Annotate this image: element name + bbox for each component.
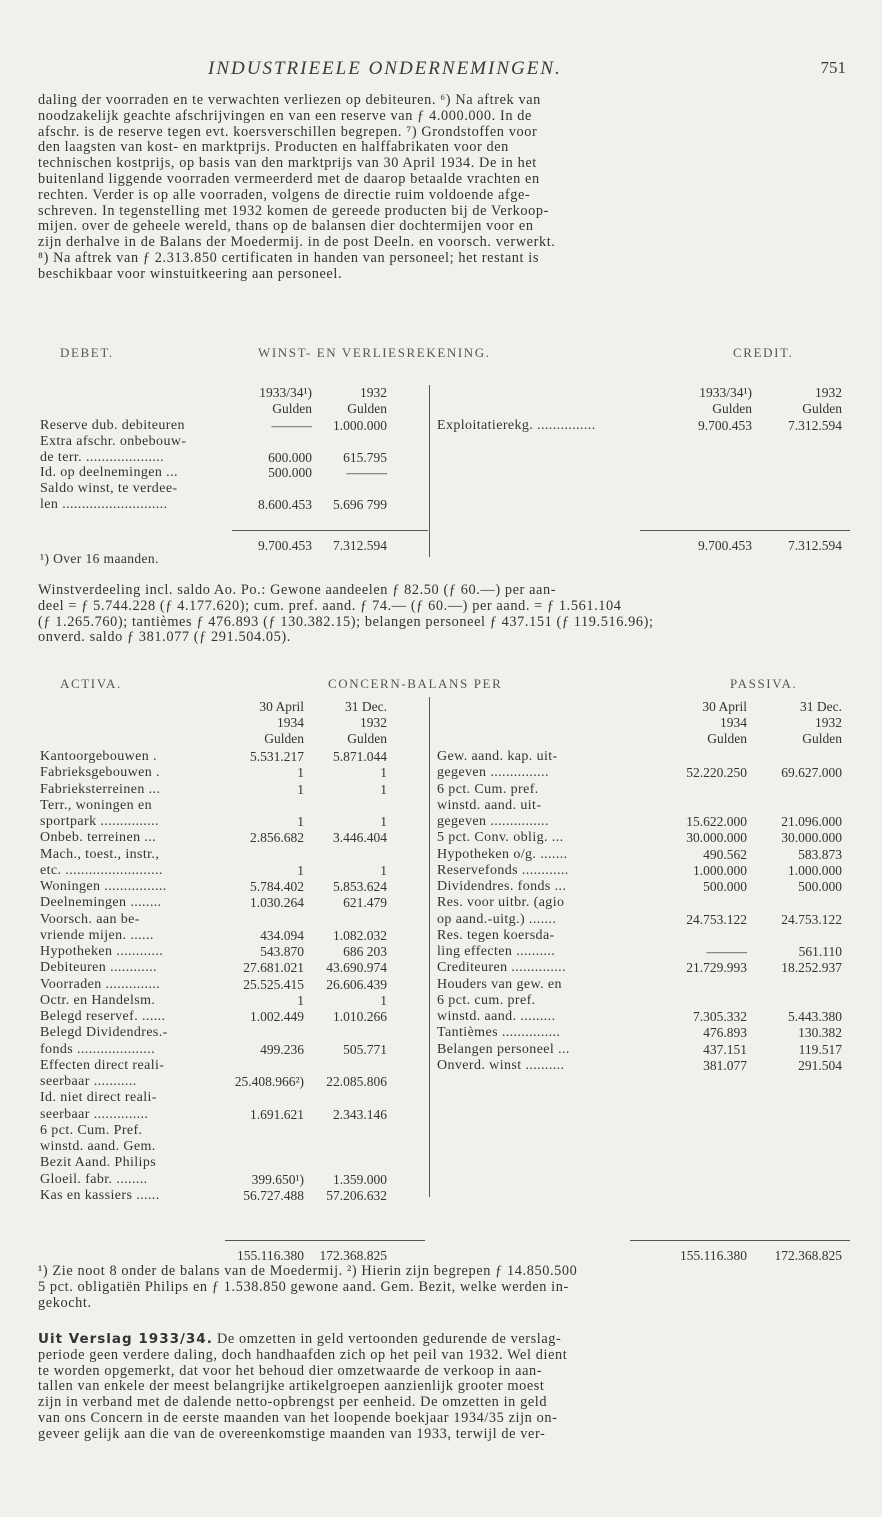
balans-right-total-rule — [630, 1240, 850, 1241]
balans-left-row-value-1: 434.094 — [260, 927, 304, 943]
profit-distribution-line: (ƒ 1.265.760); tantièmes ƒ 476.893 (ƒ 130.382.15); belangen personeel ƒ 437.151 (ƒ 119.516.96); — [38, 613, 654, 630]
balans-right-row-value-2: 130.382 — [798, 1025, 842, 1041]
balans-right-row-value-2: 1.000.000 — [788, 862, 842, 878]
running-header — [0, 58, 882, 82]
verslag-heading: Uit Verslag 1933/34. — [38, 1331, 213, 1347]
balans-right-row-value-2: 500.000 — [798, 879, 842, 894]
wv-title: WINST- EN VERLIESREKENING. — [258, 345, 491, 360]
balans-left-row-value-2: 5.853.624 — [333, 879, 387, 894]
wv-left-row-value-2: 5.696 799 — [333, 497, 387, 512]
verslag-line: De omzetten in geld vertoonden gedurende de verslag- — [212, 1331, 562, 1347]
balans-right-total-col2: 172.368.825 — [774, 1248, 842, 1263]
balans-column-head: 1934 — [720, 715, 747, 730]
intro-line: technischen kostprijs, op basis van den marktprijs van 30 April 1934. De in het — [38, 155, 537, 172]
balans-right-row-value-1: 476.893 — [703, 1025, 747, 1041]
balans-left-row-label: Fabrieksterreinen ... — [40, 781, 161, 797]
wv-right-total-col2: 7.312.594 — [788, 538, 842, 553]
balans-left-row-value-1: 1 — [297, 814, 304, 829]
wv-left-row-value-1: 600.000 — [268, 449, 312, 465]
balans-left-row-value-2: 1.010.266 — [333, 1009, 387, 1024]
wv-center-rule — [429, 385, 430, 557]
intro-line: ⁸) Na aftrek van ƒ 2.313.850 certificaten in handen van personeel; het restant is — [38, 249, 539, 266]
balans-left-total-col2: 172.368.825 — [319, 1248, 387, 1263]
wv-left-col2-unit: Gulden — [347, 401, 387, 416]
balans-right-row-label: Houders van gew. en — [437, 976, 562, 992]
balans-left-row-value-1: 25.408.966²) — [234, 1074, 304, 1089]
balans-left-row-label: seerbaar ........... — [40, 1074, 137, 1089]
balans-right-row-value-2: 69.627.000 — [781, 765, 842, 781]
balans-column-head: 1932 — [815, 715, 842, 730]
wv-right-row-value-2: 7.312.594 — [788, 418, 842, 433]
balans-left-row-value-1: 5.531.217 — [250, 749, 304, 764]
intro-line: daling der voorraden en te verwachten verliezen op debiteuren. ⁶) Na aftrek van — [38, 92, 541, 108]
balans-left-row-label: fonds .................... — [40, 1041, 156, 1057]
balans-left-row-value-1: 1 — [297, 765, 304, 781]
intro-line: beschikbaar voor winstuitkeering aan personeel. — [38, 265, 343, 282]
balans-left-row-value-2: 1 — [380, 862, 387, 878]
wv-right-col1-year: 1933/34¹) — [699, 385, 752, 400]
running-title: INDUSTRIEELE ONDERNEMINGEN. — [208, 58, 562, 79]
verslag-line: tallen van enkele der meest belangrijke artikelgroepen aanzienlijk grooter moest — [38, 1378, 545, 1395]
balans-left-row-label: Id. niet direct reali- — [40, 1090, 157, 1106]
balans-left-row-label: Hypotheken ............ — [40, 944, 164, 959]
verslag-line: zijn in verband met de dalende netto-opbrengst per eenheid. De omzetten in geld — [38, 1394, 548, 1411]
balans-right-row-value-1: 30.000.000 — [686, 830, 747, 846]
wv-right-row-label: Exploitatierekg. ............... — [437, 418, 596, 433]
balans-right-row-value-1: 490.562 — [703, 846, 747, 862]
balans-left-row-label: Voorraden .............. — [40, 976, 161, 992]
balans-footnote — [38, 1264, 850, 1311]
balans-left-row-label: Belegd reservef. ...... — [40, 1009, 166, 1024]
balans-left-row-value-2: 57.206.632 — [326, 1187, 387, 1203]
wv-left-col2-year: 1932 — [360, 385, 387, 400]
wv-left-row-label: Extra afschr. onbebouw- — [40, 433, 187, 449]
wv-left-row-value-1: 500.000 — [268, 465, 312, 481]
intro-line: schreven. In tegenstelling met 1932 komen de gereede producten bij de Verkoop- — [38, 202, 550, 219]
balans-left-row-label: Fabrieksgebouwen . — [40, 765, 160, 781]
balans-left-row-label: Deelnemingen ........ — [40, 895, 162, 911]
balans-right-row-label: Onverd. winst .......... — [437, 1057, 565, 1073]
wv-left-row-value-2: 1.000.000 — [333, 418, 387, 433]
wv-right-col1-unit: Gulden — [712, 401, 752, 416]
balans-right-row-label: 6 pct. cum. pref. — [437, 992, 536, 1008]
intro-line: den laagsten van kost- en marktprijs. Producten en halffabrikaten voor den — [38, 139, 509, 156]
balans-left-row-value-2: 621.479 — [343, 895, 387, 911]
balans-left-row-value-2: 1 — [380, 781, 387, 797]
balans-footnote-line: gekocht. — [38, 1294, 92, 1311]
balans-left-row-value-1: 1.002.449 — [250, 1009, 304, 1024]
balans-left-row-label: seerbaar .............. — [40, 1106, 149, 1122]
balans-left-row-value-2: 2.343.146 — [333, 1106, 387, 1122]
balans-title: CONCERN-BALANS PER — [328, 676, 503, 691]
balans-right-row-label: Hypotheken o/g. ....... — [437, 846, 568, 862]
balans-column-head: Gulden — [264, 731, 304, 746]
balans-left-row-value-2: 1.082.032 — [333, 927, 387, 943]
balans-right-row-value-2: 583.873 — [798, 846, 842, 862]
wv-left-row-label: de terr. .................... — [40, 449, 164, 465]
verslag-paragraph — [38, 1332, 850, 1443]
balans-left-row-value-1: 1 — [297, 781, 304, 797]
balans-right-row-value-1: ——— — [706, 944, 747, 959]
balans-right-row-label: ling effecten .......... — [437, 944, 556, 959]
balans-left-row-value-1: 2.856.682 — [250, 830, 304, 846]
balans-right-row-value-1: 15.622.000 — [686, 814, 747, 829]
balans-left-row-value-1: 1.030.264 — [250, 895, 304, 911]
balans-left-row-value-2: 686 203 — [343, 944, 387, 959]
balans-right-row-label: gegeven ............... — [437, 814, 549, 829]
balans-left-row-value-2: 5.871.044 — [333, 749, 387, 764]
balans-left-row-label: etc. ......................... — [40, 862, 163, 878]
wv-left-col1-year: 1933/34¹) — [259, 385, 312, 400]
balans-right-row-value-2: 291.504 — [798, 1057, 842, 1073]
balans-left-row-value-2: 505.771 — [343, 1041, 387, 1057]
balans-left-row-value-2: 26.606.439 — [326, 976, 387, 992]
balans-right-row-value-1: 381.077 — [703, 1057, 747, 1073]
balans-left-row-label: Gloeil. fabr. ........ — [40, 1171, 148, 1187]
balans-right-row-label: op aand.-uitg.) ....... — [437, 911, 557, 927]
wv-left-total-rule — [232, 530, 428, 531]
balans-left-row-value-2: 22.085.806 — [326, 1074, 387, 1089]
balans-left-row-label: Terr., woningen en — [40, 797, 152, 813]
wv-credit-label: CREDIT. — [733, 345, 794, 360]
balans-column-head: Gulden — [802, 731, 842, 746]
wv-left-row-value-1: ——— — [271, 418, 312, 433]
wv-left-row-value-1: 8.600.453 — [258, 497, 312, 512]
balans-left-row-label: vriende mijen. ...... — [40, 927, 154, 943]
balans-left-row-label: winstd. aand. Gem. — [40, 1139, 156, 1154]
intro-line: zijn derhalve in de Balans der Moedermij. in de post Deeln. en voorsch. verwerkt. — [38, 234, 556, 251]
balans-right-total-col1: 155.116.380 — [680, 1248, 747, 1263]
balans-column-head: 31 Dec. — [345, 699, 387, 714]
balans-left-row-value-1: 27.681.021 — [243, 960, 304, 976]
page-number: 751 — [820, 58, 846, 77]
balans-left-row-label: Mach., toest., instr., — [40, 846, 160, 862]
balans-left-row-value-1: 56.727.488 — [243, 1187, 304, 1203]
balans-left-row-value-1: 399.650¹) — [251, 1171, 304, 1187]
balans-left-row-value-1: 25.525.415 — [243, 976, 304, 992]
balans-right-row-value-1: 21.729.993 — [686, 960, 747, 976]
balans-left-row-label: Bezit Aand. Philips — [40, 1155, 157, 1171]
balans-right-row-value-2: 24.753.122 — [781, 911, 842, 927]
balans-left-row-label: Woningen ................ — [40, 879, 167, 894]
balans-right-row-value-1: 437.151 — [703, 1041, 747, 1057]
wv-footnote: ¹) Over 16 maanden. — [40, 551, 159, 566]
balans-left-row-label: sportpark ............... — [40, 814, 159, 829]
wv-left-row-value-2: ——— — [346, 465, 387, 481]
balans-left-row-label: Kas en kassiers ...... — [40, 1187, 160, 1203]
balans-column-head: 30 April — [259, 699, 304, 714]
intro-line: buitenland liggende voorraden vermeerderd met de daarop betaalde vrachten en — [38, 170, 540, 187]
balans-left-row-label: Onbeb. terreinen ... — [40, 830, 157, 846]
profit-distribution-line: onverd. saldo ƒ 381.077 (ƒ 291.504.05). — [38, 629, 291, 646]
balans-right-row-label: Tantièmes ............... — [437, 1025, 561, 1041]
balans-left-row-value-1: 1 — [297, 992, 304, 1008]
balans-right-row-label: winstd. aand. ......... — [437, 1009, 556, 1024]
balans-right-row-label: Dividendres. fonds ... — [437, 879, 567, 894]
balans-right-row-value-1: 7.305.332 — [693, 1009, 747, 1024]
wv-right-col2-year: 1932 — [815, 385, 842, 400]
intro-line: mijen. over de geheele wereld, thans op de balansen dier dochtermijen voor en — [38, 218, 534, 235]
balans-left-row-label: Debiteuren ............ — [40, 960, 157, 976]
wv-left-row-value-2: 615.795 — [343, 449, 387, 465]
balans-right-row-label: 5 pct. Conv. oblig. ... — [437, 830, 564, 846]
balans-right-row-value-2: 21.096.000 — [781, 814, 842, 829]
balans-left-row-value-1: 1.691.621 — [250, 1106, 304, 1122]
balans-column-head: 31 Dec. — [800, 699, 842, 714]
balans-passiva-label: PASSIVA. — [730, 676, 798, 691]
balans-right-row-label: Res. voor uitbr. (agio — [437, 895, 565, 911]
balans-left-row-value-1: 5.784.402 — [250, 879, 304, 894]
wv-left-row-label: Reserve dub. debiteuren — [40, 418, 185, 433]
balans-footnote-line: ¹) Zie noot 8 onder de balans van de Moedermij. ²) Hierin zijn begrepen ƒ 14.850.500 — [38, 1263, 578, 1279]
balans-left-row-value-1: 543.870 — [260, 944, 304, 959]
balans-left-row-value-2: 3.446.404 — [333, 830, 387, 846]
balans-left-row-value-2: 1 — [380, 814, 387, 829]
wv-left-col1-unit: Gulden — [272, 401, 312, 416]
balans-right-row-value-2: 119.517 — [798, 1041, 842, 1057]
balans-right-row-label: Gew. aand. kap. uit- — [437, 749, 558, 764]
verslag-line: van ons Concern in de eerste maanden van het loopende boekjaar 1934/35 zijn on- — [38, 1409, 558, 1426]
balans-left-row-label: Belegd Dividendres.- — [40, 1025, 168, 1041]
profit-distribution-paragraph — [38, 583, 850, 646]
wv-right-col2-unit: Gulden — [802, 401, 842, 416]
balans-right-row-label: Res. tegen koersda- — [437, 927, 555, 943]
balans-left-row-label: Kantoorgebouwen . — [40, 749, 157, 764]
balans-left-row-value-2: 43.690.974 — [326, 960, 387, 976]
balans-right-row-label: winstd. aand. uit- — [437, 797, 542, 813]
balans-right-row-value-2: 5.443.380 — [788, 1009, 842, 1024]
wv-left-row-label: Saldo winst, te verdee- — [40, 481, 178, 497]
balans-left-row-value-1: 1 — [297, 862, 304, 878]
wv-right-total-col1: 9.700.453 — [698, 538, 752, 553]
balans-right-row-value-2: 18.252.937 — [781, 960, 842, 976]
balans-right-row-value-1: 52.220.250 — [686, 765, 747, 781]
wv-debet-label: DEBET. — [60, 345, 114, 360]
balans-left-row-value-2: 1 — [380, 765, 387, 781]
balans-right-row-value-1: 24.753.122 — [686, 911, 747, 927]
profit-distribution-line: Winstverdeeling incl. saldo Ao. Po.: Gewone aandeelen ƒ 82.50 (ƒ 60.—) per aan- — [38, 582, 557, 598]
balans-column-head: Gulden — [707, 731, 747, 746]
wv-left-row-label: Id. op deelnemingen ... — [40, 465, 178, 481]
balans-left-row-label: Effecten direct reali- — [40, 1057, 165, 1073]
verslag-line: periode geen verdere daling, doch handhaafden zich op het peil van 1932. Wel dient — [38, 1346, 568, 1363]
wv-right-total-rule — [640, 530, 850, 531]
balans-activa-label: ACTIVA. — [60, 676, 122, 691]
balans-right-row-label: Belangen personeel ... — [437, 1041, 570, 1057]
intro-line: afschr. is de reserve tegen evt. koersverschillen begrepen. ⁷) Grondstoffen voor — [38, 123, 538, 140]
balans-left-row-label: 6 pct. Cum. Pref. — [40, 1122, 143, 1138]
balans-footnote-line: 5 pct. obligatiën Philips en ƒ 1.538.850 gewone aand. Gem. Bezit, welke werden in- — [38, 1278, 569, 1295]
verslag-line: te worden opgemerkt, dat voor het behoud dier omzetwaarde de verkoop in aan- — [38, 1362, 543, 1379]
balans-left-row-label: Voorsch. aan be- — [40, 911, 140, 927]
balans-right-row-label: 6 pct. Cum. pref. — [437, 781, 539, 797]
wv-left-total-col1: 9.700.453 — [258, 538, 312, 553]
balans-right-row-value-1: 500.000 — [703, 879, 747, 894]
wv-left-row-label: len ........................... — [40, 497, 168, 512]
balans-left-row-value-2: 1 — [380, 992, 387, 1008]
balans-right-row-value-2: 30.000.000 — [781, 830, 842, 846]
balans-column-head: 30 April — [702, 699, 747, 714]
balans-column-head: 1934 — [277, 715, 304, 730]
wv-right-row-value-1: 9.700.453 — [698, 418, 752, 433]
balans-column-head: Gulden — [347, 731, 387, 746]
balans-right-row-label: gegeven ............... — [437, 765, 549, 781]
verslag-line: geveer gelijk aan die van de overeenkomstige maanden van 1933, terwijl de ver- — [38, 1425, 546, 1442]
intro-line: noodzakelijk geachte afschrijvingen en van een reserve van ƒ 4.000.000. In de — [38, 107, 532, 124]
wv-left-total-col2: 7.312.594 — [333, 538, 387, 553]
profit-distribution-line: deel = ƒ 5.744.228 (ƒ 4.177.620); cum. pref. aand. ƒ 74.— (ƒ 60.—) per aand. = ƒ 1.561.104 — [38, 597, 622, 614]
balans-right-row-value-2: 561.110 — [798, 944, 842, 959]
intro-line: rechten. Verder is op alle voorraden, volgens de directie ruim voldoende afge- — [38, 186, 531, 203]
balans-left-total-col1: 155.116.380 — [237, 1248, 304, 1263]
balans-left-row-value-2: 1.359.000 — [333, 1171, 387, 1187]
intro-paragraph — [38, 93, 850, 283]
balans-left-row-value-1: 499.236 — [260, 1041, 304, 1057]
balans-left-row-label: Octr. en Handelsm. — [40, 992, 156, 1008]
balans-center-rule — [429, 697, 430, 1197]
balans-right-row-label: Reservefonds ............ — [437, 862, 569, 878]
balans-left-total-rule — [225, 1240, 425, 1241]
balans-right-row-label: Crediteuren .............. — [437, 960, 566, 976]
balans-right-row-value-1: 1.000.000 — [693, 862, 747, 878]
balans-column-head: 1932 — [360, 715, 387, 730]
